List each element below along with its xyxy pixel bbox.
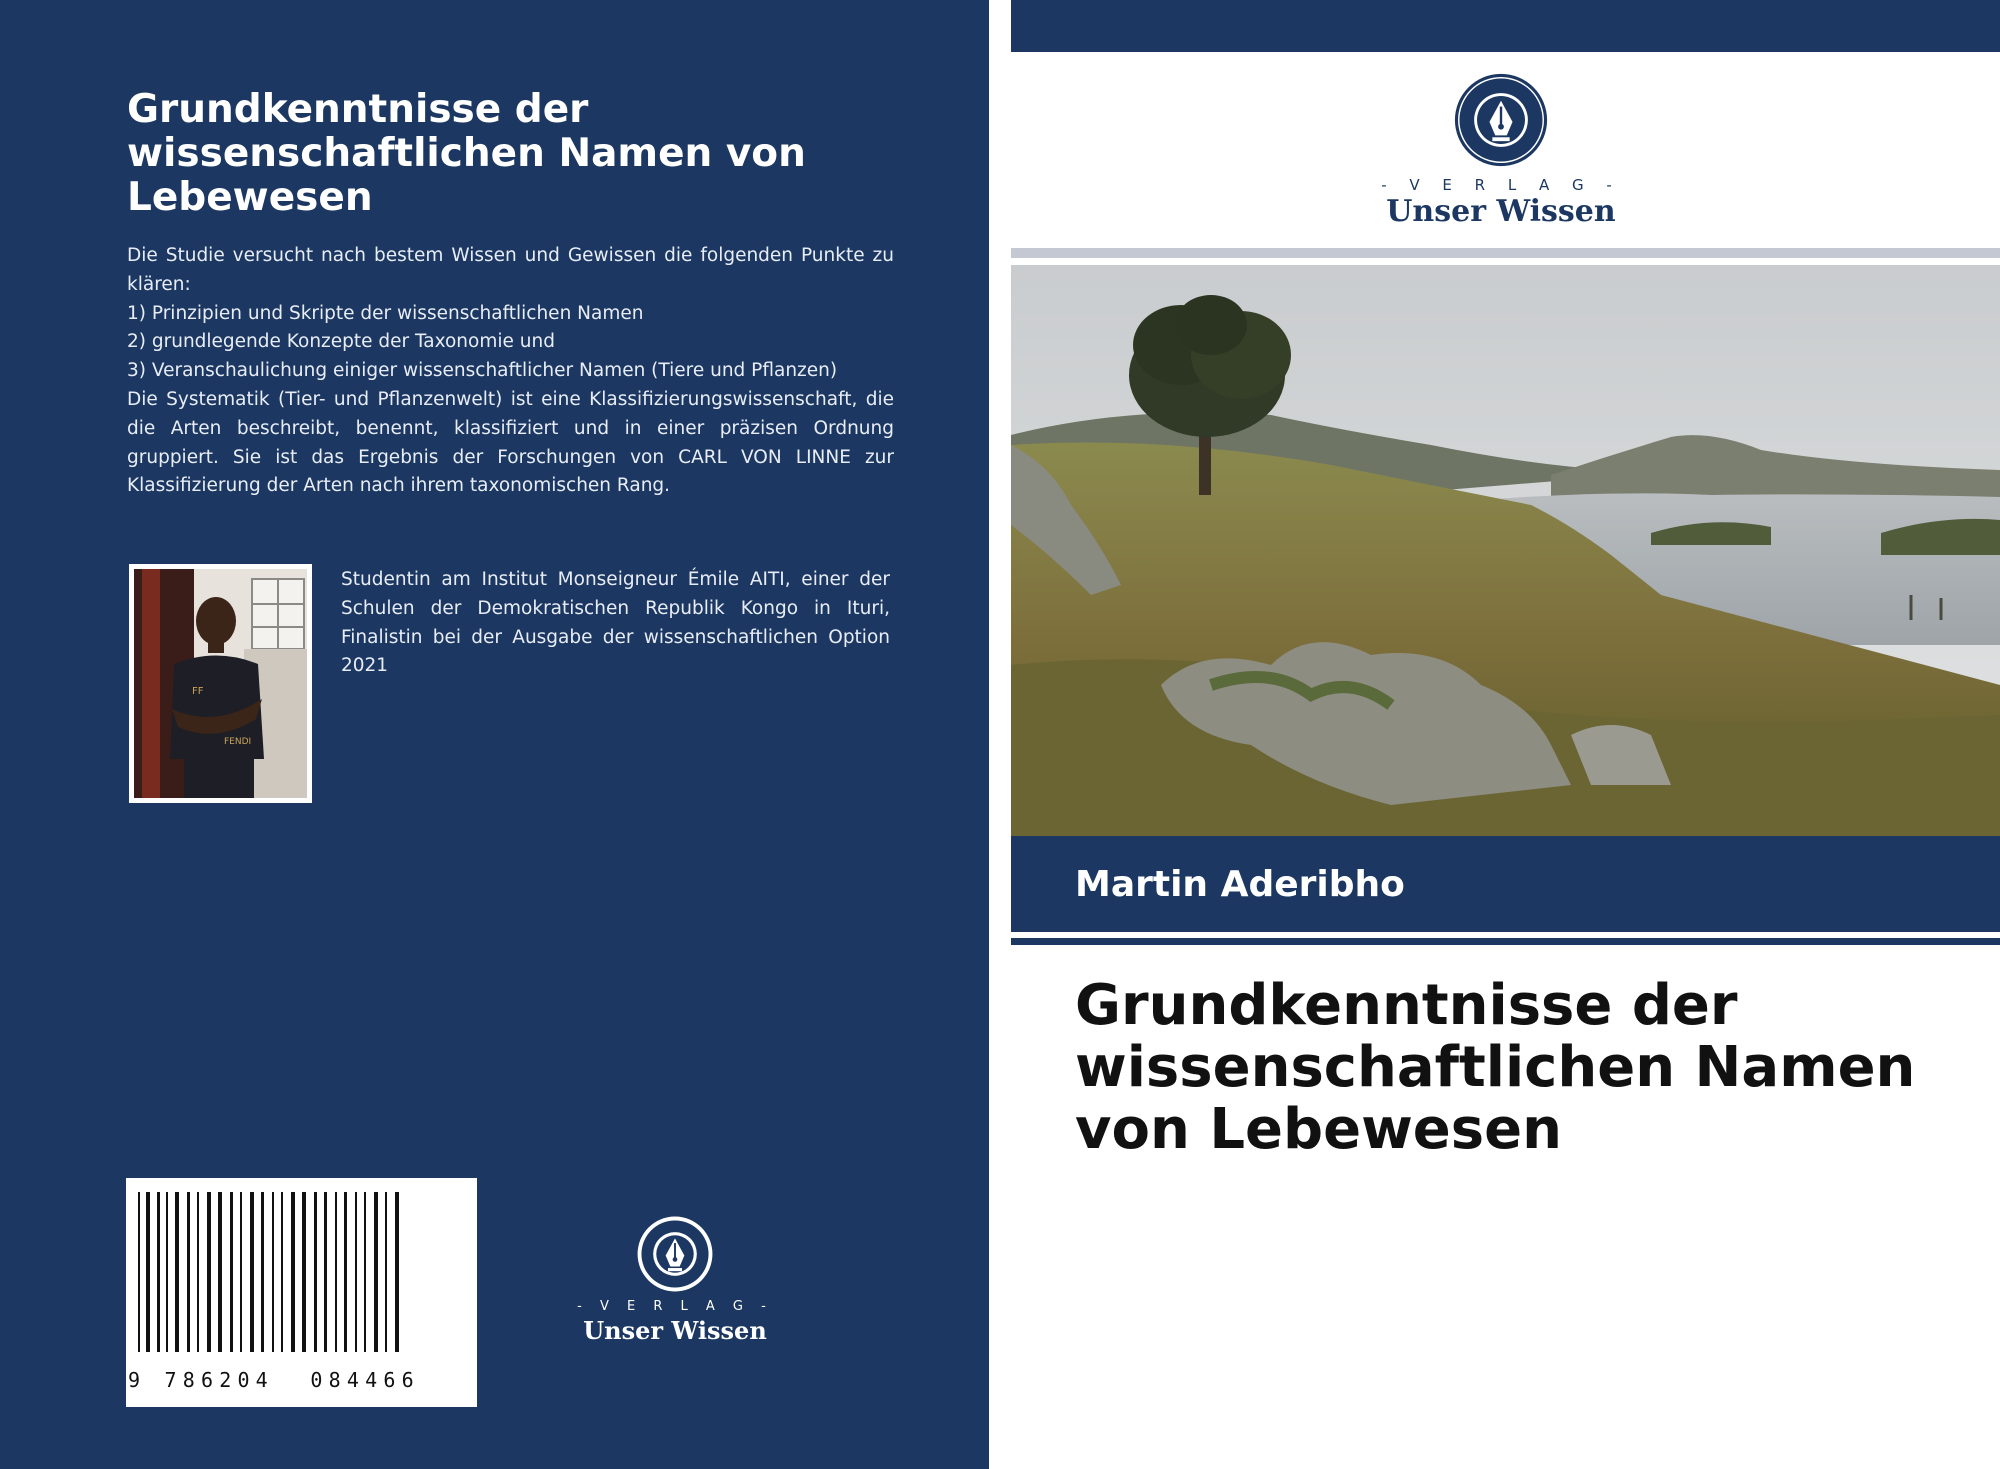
barcode-bar xyxy=(166,1192,168,1352)
barcode-bar xyxy=(364,1192,366,1352)
front-cover xyxy=(1011,0,2000,1469)
logo-publisher-name: Unser Wissen xyxy=(1386,194,1616,229)
barcode-bar xyxy=(355,1192,357,1352)
barcode-bar xyxy=(230,1192,233,1352)
front-publisher-logo xyxy=(1381,72,1621,229)
barcode-bar xyxy=(157,1192,160,1352)
back-cover-title: Grundkenntnisse der wissenschaftlichen Namen von Lebewesen xyxy=(127,87,806,220)
barcode-bar xyxy=(207,1192,211,1352)
barcode-bar xyxy=(218,1192,222,1352)
barcode-bar xyxy=(146,1192,150,1352)
barcode-bar xyxy=(324,1192,327,1352)
author-name: Martin Aderibho xyxy=(1075,864,1405,905)
barcode-bars xyxy=(136,1192,467,1372)
barcode-bar xyxy=(240,1192,242,1352)
barcode-bar xyxy=(272,1192,274,1352)
barcode-digits: 9 786204 084466 xyxy=(128,1368,420,1392)
barcode-bar xyxy=(302,1192,306,1352)
author-band-divider xyxy=(1011,938,2000,945)
barcode-bar xyxy=(138,1192,140,1352)
svg-text:FENDI: FENDI xyxy=(224,737,252,747)
pen-nib-emblem-icon xyxy=(636,1215,714,1293)
barcode-bar xyxy=(187,1192,190,1352)
blurb-line: 3) Veranschaulichung einiger wissenschaftlicher Namen (Tiere und Pflanzen) xyxy=(127,360,838,382)
front-cover-title: Grundkenntnisse der wissenschaftlichen Namen von Lebewesen xyxy=(1075,973,1916,1162)
barcode-bar xyxy=(291,1192,295,1352)
back-publisher-logo xyxy=(570,1215,780,1355)
spine xyxy=(989,0,1011,1469)
author-portrait-image xyxy=(134,569,307,798)
barcode-bar xyxy=(395,1192,399,1352)
front-top-bar xyxy=(1011,0,2000,52)
logo-publisher-name: Unser Wissen xyxy=(583,1316,767,1345)
photo-top-divider xyxy=(1011,248,2000,258)
barcode-bar xyxy=(261,1192,264,1352)
isbn-barcode xyxy=(126,1178,477,1407)
barcode-bar xyxy=(344,1192,347,1352)
barcode-bar xyxy=(250,1192,254,1352)
blurb-line: Die Systematik (Tier- und Pflanzenwelt) ist eine Klassifizierungswissenschaft, die die Arten beschreibt, benennt, klassifiziert und in einer präzisen Ordnung gruppiert. Sie ist das Ergebnis der Forschungen von CARL VON LINNE zur Klassifizierung der Arten nach ihrem taxonomischen Rang. xyxy=(127,388,894,497)
logo-verlag-text: - V E R L A G - xyxy=(1381,176,1621,194)
blurb-line: Die Studie versucht nach bestem Wissen und Gewissen die folgenden Punkte zu klären: xyxy=(127,245,894,295)
blurb-line: 1) Prinzipien und Skripte der wissenschaftlichen Namen xyxy=(127,302,644,324)
svg-text:FF: FF xyxy=(192,686,204,697)
author-band xyxy=(1011,836,2000,932)
author-bio: Studentin am Institut Monseigneur Émile AITI, einer der Schulen der Demokratischen Republik Kongo in Ituri, Finalistin bei der Ausgabe der wissenschaftlichen Option 2021 xyxy=(341,569,890,677)
blurb-line: 2) grundlegende Konzepte der Taxonomie und xyxy=(127,331,555,353)
barcode-bar xyxy=(374,1192,378,1352)
pen-nib-emblem-icon xyxy=(1453,72,1549,168)
back-cover xyxy=(0,0,989,1469)
barcode-bar xyxy=(385,1192,387,1352)
barcode-bar xyxy=(197,1192,199,1352)
author-photo xyxy=(129,564,312,803)
barcode-bar xyxy=(314,1192,317,1352)
barcode-bar xyxy=(175,1192,179,1352)
barcode-bar xyxy=(281,1192,283,1352)
logo-verlag-text: - V E R L A G - xyxy=(577,1299,773,1314)
barcode-bar xyxy=(335,1192,337,1352)
landscape-photo xyxy=(1011,265,2000,836)
back-cover-blurb xyxy=(127,242,894,501)
